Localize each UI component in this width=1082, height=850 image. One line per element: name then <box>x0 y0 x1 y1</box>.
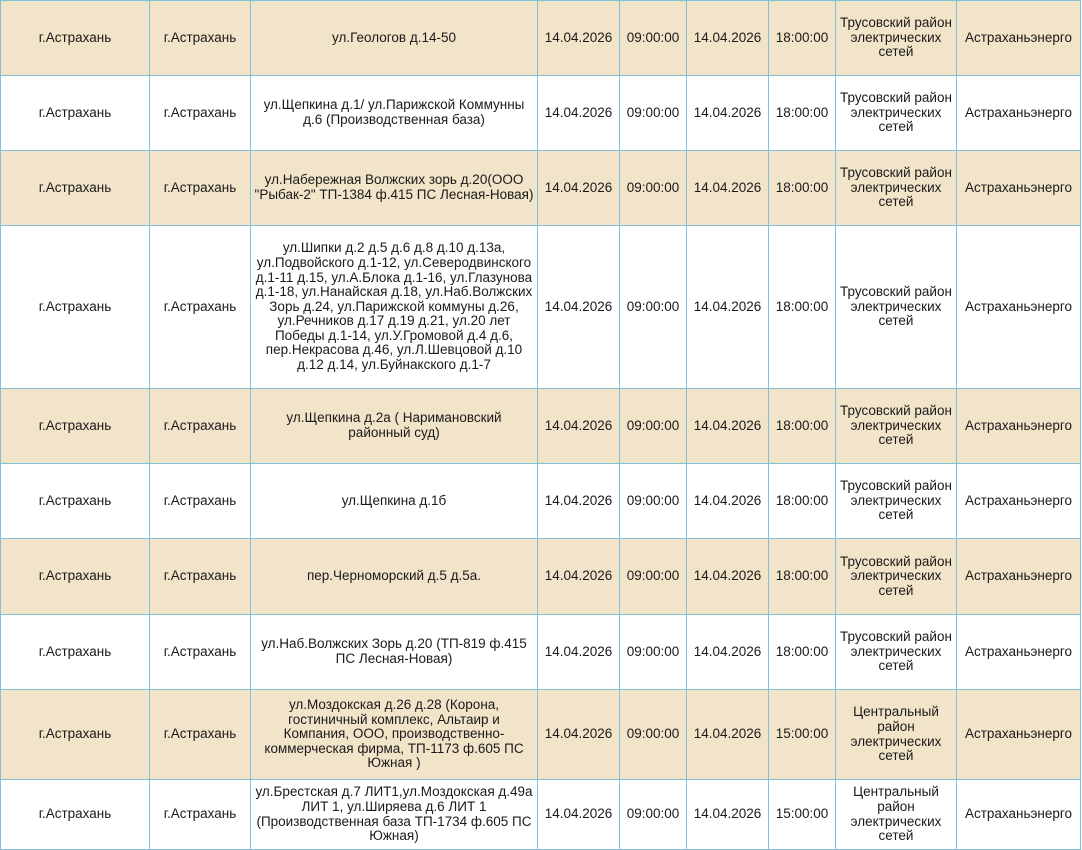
district-cell: Трусовский район электрических сетей <box>836 1 957 76</box>
start-time-cell: 09:00:00 <box>620 389 687 464</box>
district-cell: Центральный район электрических сетей <box>836 690 957 780</box>
end-date-cell: 14.04.2026 <box>687 690 769 780</box>
city-cell: г.Астрахань <box>150 539 251 615</box>
table-row <box>1 389 1081 464</box>
city-cell: г.Астрахань <box>150 226 251 389</box>
city-cell: г.Астрахань <box>150 464 251 539</box>
region-cell: г.Астрахань <box>1 539 150 615</box>
city-cell: г.Астрахань <box>150 76 251 151</box>
start-time-cell: 09:00:00 <box>620 226 687 389</box>
organization-cell: Астраханьэнерго <box>957 615 1081 690</box>
organization-cell: Астраханьэнерго <box>957 780 1081 850</box>
start-date-cell: 14.04.2026 <box>538 464 620 539</box>
region-cell: г.Астрахань <box>1 389 150 464</box>
district-cell: Трусовский район электрических сетей <box>836 464 957 539</box>
table-row <box>1 464 1081 539</box>
city-cell: г.Астрахань <box>150 389 251 464</box>
start-date-cell: 14.04.2026 <box>538 389 620 464</box>
city-cell: г.Астрахань <box>150 690 251 780</box>
end-time-cell: 18:00:00 <box>769 226 836 389</box>
end-time-cell: 15:00:00 <box>769 690 836 780</box>
district-cell: Трусовский район электрических сетей <box>836 226 957 389</box>
organization-cell: Астраханьэнерго <box>957 1 1081 76</box>
organization-cell: Астраханьэнерго <box>957 389 1081 464</box>
region-cell: г.Астрахань <box>1 780 150 850</box>
end-time-cell: 18:00:00 <box>769 151 836 226</box>
start-time-cell: 09:00:00 <box>620 780 687 850</box>
organization-cell: Астраханьэнерго <box>957 464 1081 539</box>
end-time-cell: 18:00:00 <box>769 389 836 464</box>
table-row <box>1 780 1081 850</box>
district-cell: Трусовский район электрических сетей <box>836 389 957 464</box>
region-cell: г.Астрахань <box>1 226 150 389</box>
table-row <box>1 151 1081 226</box>
start-date-cell: 14.04.2026 <box>538 226 620 389</box>
end-date-cell: 14.04.2026 <box>687 76 769 151</box>
city-cell: г.Астрахань <box>150 1 251 76</box>
start-date-cell: 14.04.2026 <box>538 1 620 76</box>
district-cell: Центральный район электрических сетей <box>836 780 957 850</box>
table-row <box>1 1 1081 76</box>
start-time-cell: 09:00:00 <box>620 615 687 690</box>
start-time-cell: 09:00:00 <box>620 539 687 615</box>
address-cell: пер.Черноморский д.5 д.5а. <box>251 539 538 615</box>
end-date-cell: 14.04.2026 <box>687 389 769 464</box>
table-body <box>1 1 1081 850</box>
start-date-cell: 14.04.2026 <box>538 539 620 615</box>
address-cell: ул.Моздокская д.26 д.28 (Корона, гостиничный комплекс, Альтаир и Компания, ООО, производственно-коммерческая фирма, ТП-1173 ф.605 ПС Южная ) <box>251 690 538 780</box>
end-date-cell: 14.04.2026 <box>687 226 769 389</box>
end-time-cell: 18:00:00 <box>769 1 836 76</box>
end-date-cell: 14.04.2026 <box>687 780 769 850</box>
organization-cell: Астраханьэнерго <box>957 690 1081 780</box>
table-row <box>1 226 1081 389</box>
district-cell: Трусовский район электрических сетей <box>836 151 957 226</box>
district-cell: Трусовский район электрических сетей <box>836 76 957 151</box>
table-row <box>1 615 1081 690</box>
end-date-cell: 14.04.2026 <box>687 151 769 226</box>
address-cell: ул.Шипки д.2 д.5 д.6 д.8 д.10 д.13а, ул.Подвойского д.1-12, ул.Северодвинского д.1-11 д.15, ул.А.Блока д.1-16, ул.Глазунова д.1-18, ул.Нанайская д.18, ул.Наб.Волжских Зорь д.24, ул.Парижской коммуны д.26, ул.Речников д.17 д.19 д.21, ул.20 лет Победы д.1-14, ул.У.Громовой д.4 д.6, пер.Некрасова д.46, ул.Л.Шевцовой д.10 д.12 д.14, ул.Буйнакского д.1-7 <box>251 226 538 389</box>
start-time-cell: 09:00:00 <box>620 464 687 539</box>
region-cell: г.Астрахань <box>1 690 150 780</box>
address-cell: ул.Брестская д.7 ЛИТ1,ул.Моздокская д.49а ЛИТ 1, ул.Ширяева д.6 ЛИТ 1 (Производственная база ТП-1734 ф.605 ПС Южная) <box>251 780 538 850</box>
table-row <box>1 690 1081 780</box>
region-cell: г.Астрахань <box>1 151 150 226</box>
address-cell: ул.Щепкина д.1б <box>251 464 538 539</box>
end-date-cell: 14.04.2026 <box>687 615 769 690</box>
end-time-cell: 18:00:00 <box>769 615 836 690</box>
end-date-cell: 14.04.2026 <box>687 1 769 76</box>
organization-cell: Астраханьэнерго <box>957 226 1081 389</box>
city-cell: г.Астрахань <box>150 780 251 850</box>
table-row <box>1 76 1081 151</box>
start-time-cell: 09:00:00 <box>620 1 687 76</box>
organization-cell: Астраханьэнерго <box>957 151 1081 226</box>
start-date-cell: 14.04.2026 <box>538 780 620 850</box>
address-cell: ул.Щепкина д.2а ( Наримановский районный суд) <box>251 389 538 464</box>
start-date-cell: 14.04.2026 <box>538 615 620 690</box>
start-date-cell: 14.04.2026 <box>538 690 620 780</box>
region-cell: г.Астрахань <box>1 1 150 76</box>
organization-cell: Астраханьэнерго <box>957 76 1081 151</box>
organization-cell: Астраханьэнерго <box>957 539 1081 615</box>
city-cell: г.Астрахань <box>150 615 251 690</box>
end-date-cell: 14.04.2026 <box>687 539 769 615</box>
start-date-cell: 14.04.2026 <box>538 76 620 151</box>
start-date-cell: 14.04.2026 <box>538 151 620 226</box>
district-cell: Трусовский район электрических сетей <box>836 615 957 690</box>
region-cell: г.Астрахань <box>1 615 150 690</box>
end-date-cell: 14.04.2026 <box>687 464 769 539</box>
end-time-cell: 18:00:00 <box>769 464 836 539</box>
district-cell: Трусовский район электрических сетей <box>836 539 957 615</box>
start-time-cell: 09:00:00 <box>620 76 687 151</box>
address-cell: ул.Щепкина д.1/ ул.Парижской Коммунны д.6 (Производственная база) <box>251 76 538 151</box>
end-time-cell: 18:00:00 <box>769 539 836 615</box>
city-cell: г.Астрахань <box>150 151 251 226</box>
address-cell: ул.Набережная Волжских зорь д.20(ООО "Рыбак-2" ТП-1384 ф.415 ПС Лесная-Новая) <box>251 151 538 226</box>
region-cell: г.Астрахань <box>1 464 150 539</box>
address-cell: ул.Наб.Волжских Зорь д.20 (ТП-819 ф.415 ПС Лесная-Новая) <box>251 615 538 690</box>
end-time-cell: 18:00:00 <box>769 76 836 151</box>
table-row <box>1 539 1081 615</box>
address-cell: ул.Геологов д.14-50 <box>251 1 538 76</box>
region-cell: г.Астрахань <box>1 76 150 151</box>
start-time-cell: 09:00:00 <box>620 690 687 780</box>
end-time-cell: 15:00:00 <box>769 780 836 850</box>
start-time-cell: 09:00:00 <box>620 151 687 226</box>
